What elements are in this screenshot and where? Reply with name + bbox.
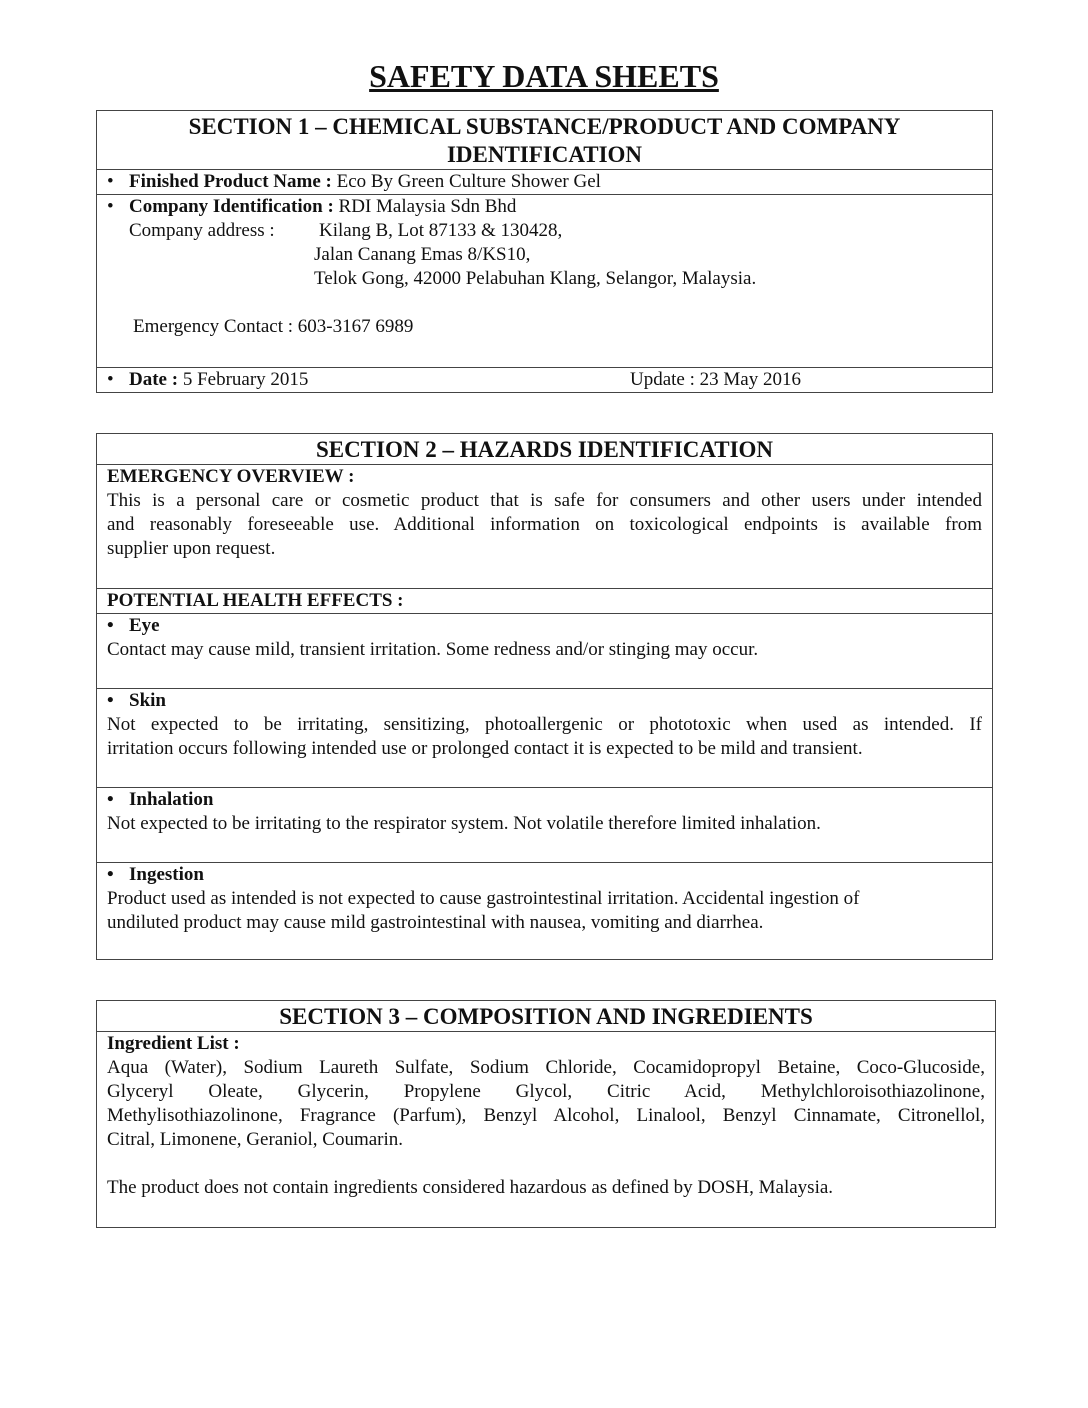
product-name-row — [97, 169, 992, 194]
company-identification-value: RDI Malaysia Sdn Bhd — [338, 196, 517, 217]
company-identification-row — [97, 194, 992, 367]
potential-health-effects-label: POTENTIAL HEALTH EFFECTS : — [107, 590, 404, 611]
emergency-overview-text: and reasonably foreseeable use. Additional information on toxicological endpoints is available from — [107, 514, 982, 535]
section-1-box — [96, 110, 993, 393]
inhalation-label: Inhalation — [129, 789, 214, 810]
ingredient-list-text: Aqua (Water), Sodium Laureth Sulfate, Sodium Chloride, Cocamidopropyl Betaine, Coco-Glucoside, — [107, 1057, 985, 1078]
bullet-icon: • — [107, 196, 114, 217]
hazard-note: The product does not contain ingredients considered hazardous as defined by DOSH, Malaysia. — [107, 1177, 834, 1198]
product-name-value: Eco By Green Culture Shower Gel — [336, 171, 601, 192]
bullet-icon: • — [107, 171, 114, 192]
company-address-label: Company address : — [129, 220, 275, 241]
section-1-heading-line1: SECTION 1 – CHEMICAL SUBSTANCE/PRODUCT AND COMPANY — [188, 114, 901, 139]
bullet-icon: • — [107, 690, 114, 711]
bullet-icon: • — [107, 369, 114, 390]
bullet-icon: • — [107, 615, 114, 636]
page-title: SAFETY DATA SHEETS — [369, 58, 719, 94]
ingestion-label: Ingestion — [129, 864, 204, 885]
eye-text: Contact may cause mild, transient irritation. Some redness and/or stinging may occur. — [107, 639, 759, 660]
company-address-line: Jalan Canang Emas 8/KS10, — [314, 244, 531, 265]
emergency-overview-label: EMERGENCY OVERVIEW : — [107, 466, 355, 487]
section-2-heading: SECTION 2 – HAZARDS IDENTIFICATION — [315, 437, 774, 462]
section-2-header — [97, 434, 992, 464]
ingredient-list-label: Ingredient List : — [107, 1033, 240, 1054]
emergency-overview-block — [97, 464, 992, 588]
potential-health-effects-header — [97, 588, 992, 613]
inhalation-text: Not expected to be irritating to the respirator system. Not volatile therefore limited inhalation. — [107, 813, 821, 834]
eye-block — [97, 613, 992, 688]
product-name-label: Finished Product Name : — [129, 171, 332, 192]
skin-text: irritation occurs following intended use or prolonged contact it is expected to be mild and transient. — [107, 738, 863, 759]
bullet-icon: • — [107, 864, 114, 885]
section-3-box — [96, 1000, 996, 1228]
skin-label: Skin — [129, 690, 166, 711]
ingredient-list-text: Methylisothiazolinone, Fragrance (Parfum), Benzyl Alcohol, Linalool, Benzyl Cinnamate, Citronellol, — [107, 1105, 985, 1126]
ingestion-block — [97, 862, 992, 959]
company-address-line: Kilang B, Lot 87133 & 130428, — [319, 220, 563, 241]
ingredient-list-text: Glyceryl Oleate, Glycerin, Propylene Glycol, Citric Acid, Methylchloroisothiazolinone, — [107, 1081, 985, 1102]
date-row — [97, 367, 992, 392]
date-label: Date : — [129, 369, 179, 390]
bullet-icon: • — [107, 789, 114, 810]
ingestion-text: Product used as intended is not expected to cause gastrointestinal irritation. Accidental ingestion of — [107, 888, 860, 909]
section-1-heading-line2: IDENTIFICATION — [446, 142, 643, 167]
company-identification-label: Company Identification : — [129, 196, 334, 217]
skin-text: Not expected to be irritating, sensitizing, photoallergenic or phototoxic when used as intended. If — [107, 714, 982, 735]
inhalation-block — [97, 787, 992, 862]
emergency-contact: Emergency Contact : 603-3167 6989 — [133, 316, 414, 337]
update-date: Update : 23 May 2016 — [630, 369, 801, 390]
eye-label: Eye — [129, 615, 160, 636]
ingestion-text: undiluted product may cause mild gastrointestinal with nausea, vomiting and diarrhea. — [107, 912, 764, 933]
emergency-overview-text: supplier upon request. — [107, 538, 276, 559]
emergency-overview-text: This is a personal care or cosmetic product that is safe for consumers and other users under intended — [107, 490, 982, 511]
ingredient-list-block — [97, 1031, 995, 1227]
section-1-header — [97, 111, 992, 169]
ingredient-list-text: Citral, Limonene, Geraniol, Coumarin. — [107, 1129, 404, 1150]
section-3-header — [97, 1001, 995, 1031]
section-2-box — [96, 433, 993, 960]
section-3-heading: SECTION 3 – COMPOSITION AND INGREDIENTS — [279, 1004, 813, 1029]
company-address-line: Telok Gong, 42000 Pelabuhan Klang, Selangor, Malaysia. — [314, 268, 757, 289]
skin-block — [97, 688, 992, 787]
date-value: 5 February 2015 — [182, 369, 309, 390]
